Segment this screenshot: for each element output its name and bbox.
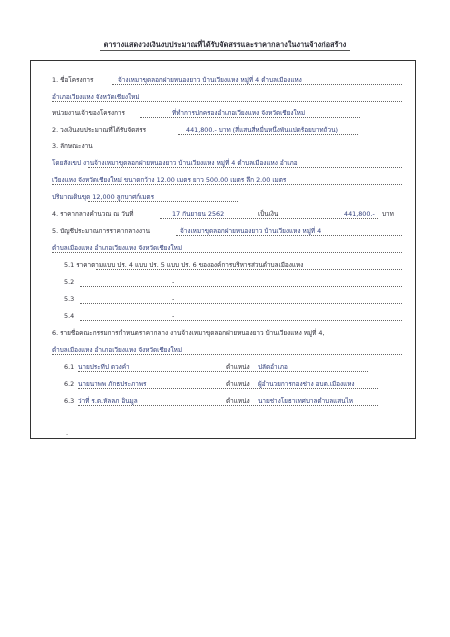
item4-unit: บาท bbox=[382, 210, 394, 218]
item1-agency-value: ที่ทำการปกครองอำเภอเวียงแหง จังหวัดเชียงใหม่ bbox=[172, 109, 306, 117]
document-title: ตารางแสดงวงเงินงบประมาณที่ได้รับจัดสรรและราคากลางในงานจ้างก่อสร้าง bbox=[103, 40, 347, 49]
item5-sub3: 5.3 bbox=[64, 295, 75, 303]
member-position-label: ตำแหน่ง bbox=[226, 380, 250, 388]
dotted-line bbox=[80, 320, 402, 321]
member-name: นายนาพพ ภักธประภาพร bbox=[78, 380, 147, 388]
member-no: 6.3 bbox=[64, 397, 75, 405]
item2-label: 2. วงเงินงบประมาณที่ได้รับจัดสรร bbox=[52, 126, 147, 134]
item1-agency-label: หน่วยงานเจ้าของโครงการ bbox=[52, 109, 125, 117]
item4-amount: 441,800.- bbox=[344, 210, 375, 218]
dotted-line bbox=[96, 269, 402, 270]
dotted-line bbox=[52, 252, 402, 253]
item6-label: 6. รายชื่อคณะกรรมการกำหนดราคากลาง งานจ้างเหมาขุดลอกฝายหนองยาว บ้านเวียงแหง หมู่ที่ 4, bbox=[52, 329, 325, 337]
item1-value2: อำเภอเวียงแหง จังหวัดเชียงใหม่ bbox=[52, 93, 140, 101]
item1-value: จ้างเหมาขุดลอกฝายหนองยาว บ้านเวียงแหง หมู่ที่ 4 ตำบลเมืองแหง bbox=[118, 76, 302, 84]
dotted-line bbox=[80, 286, 402, 287]
item5-sub4-value: - bbox=[172, 312, 175, 320]
dotted-line bbox=[52, 184, 402, 185]
dotted-line bbox=[88, 201, 238, 202]
dotted-line bbox=[178, 134, 358, 135]
item1-label: 1. ชื่อโครงการ bbox=[52, 76, 94, 84]
item4-mid: เป็นเงิน bbox=[258, 210, 279, 218]
item3-line3: ปริมาณดินขุด 12,000 ลูกบาศก์เมตร bbox=[52, 193, 155, 201]
dotted-line bbox=[140, 117, 360, 118]
dotted-line bbox=[78, 388, 378, 389]
item5-value2: ตำบลเมืองแหง อำเภอเวียงแหง จังหวัดเชียงใหม่ bbox=[52, 244, 183, 252]
member-no: 6.1 bbox=[64, 363, 75, 371]
member-name: นายประทีป ดวงคำ bbox=[78, 363, 130, 371]
footer-note: - bbox=[66, 431, 69, 438]
dotted-line bbox=[78, 371, 368, 372]
dotted-line bbox=[112, 84, 402, 85]
dotted-line bbox=[160, 218, 378, 219]
item5-sub2: 5.2 bbox=[64, 278, 75, 286]
item5-sub2-value: - bbox=[172, 278, 175, 286]
item3-line1: โดยสังเขป งานจ้างเหมาขุดลอกฝายหนองยาว บ้านเวียงแหง หมู่ที่ 4 ตำบลเมืองแหง อำเภอ bbox=[52, 159, 298, 167]
member-position-label: ตำแหน่ง bbox=[226, 397, 250, 405]
dotted-line bbox=[88, 167, 402, 168]
item4-date: 17 กันยายน 2562 bbox=[172, 210, 225, 218]
item3-line2: เวียงแหง จังหวัดเชียงใหม่ ขนาดกว้าง 12.00 เมตร ยาว 500.00 เมตร ลึก 2.00 เมตร bbox=[52, 176, 287, 184]
member-position: ผู้อำนวยการกองช่าง อบต.เมืองแหง bbox=[258, 380, 355, 388]
item5-label: 5. บัญชีประมาณการราคากลางงาน bbox=[52, 227, 150, 235]
member-position: ปลัดอำเภอ bbox=[258, 363, 288, 371]
item4-label: 4. ราคากลางคำนวณ ณ วันที่ bbox=[52, 210, 134, 218]
member-position: นายช่างโยธาเทศบาลตำบลแสนไห bbox=[258, 397, 353, 405]
dotted-line bbox=[176, 235, 402, 236]
item5-sub1: 5.1 ราคาตามแบบ ปร. 4 แบบ ปร. 5 แบบ ปร. 6 ขององค์การบริหารส่วนตำบลเมืองแหง bbox=[64, 261, 304, 269]
item3-label: 3. ลักษณะงาน bbox=[52, 142, 93, 150]
item2-value: 441,800.- บาท (สี่แสนสี่หมื่นหนึ่งพันแปดร้อยบาทถ้วน) bbox=[186, 126, 338, 134]
item5-sub3-value: - bbox=[172, 295, 175, 303]
item5-value: จ้างเหมาขุดลอกฝายหนองยาว บ้านเวียงแหง หมู่ที่ 4 bbox=[180, 227, 322, 235]
member-name: ว่าที่ ร.ต.หัลลภ อินมูล bbox=[78, 397, 138, 405]
member-position-label: ตำแหน่ง bbox=[226, 363, 250, 371]
item5-sub4: 5.4 bbox=[64, 312, 75, 320]
member-no: 6.2 bbox=[64, 380, 75, 388]
title-underline bbox=[100, 50, 350, 51]
dotted-line bbox=[52, 101, 402, 102]
dotted-line bbox=[78, 405, 378, 406]
item6-label2: ตำบลเมืองแหง อำเภอเวียงแหง จังหวัดเชียงใหม่ bbox=[52, 346, 183, 354]
dotted-line bbox=[80, 303, 402, 304]
dotted-line bbox=[52, 354, 402, 355]
